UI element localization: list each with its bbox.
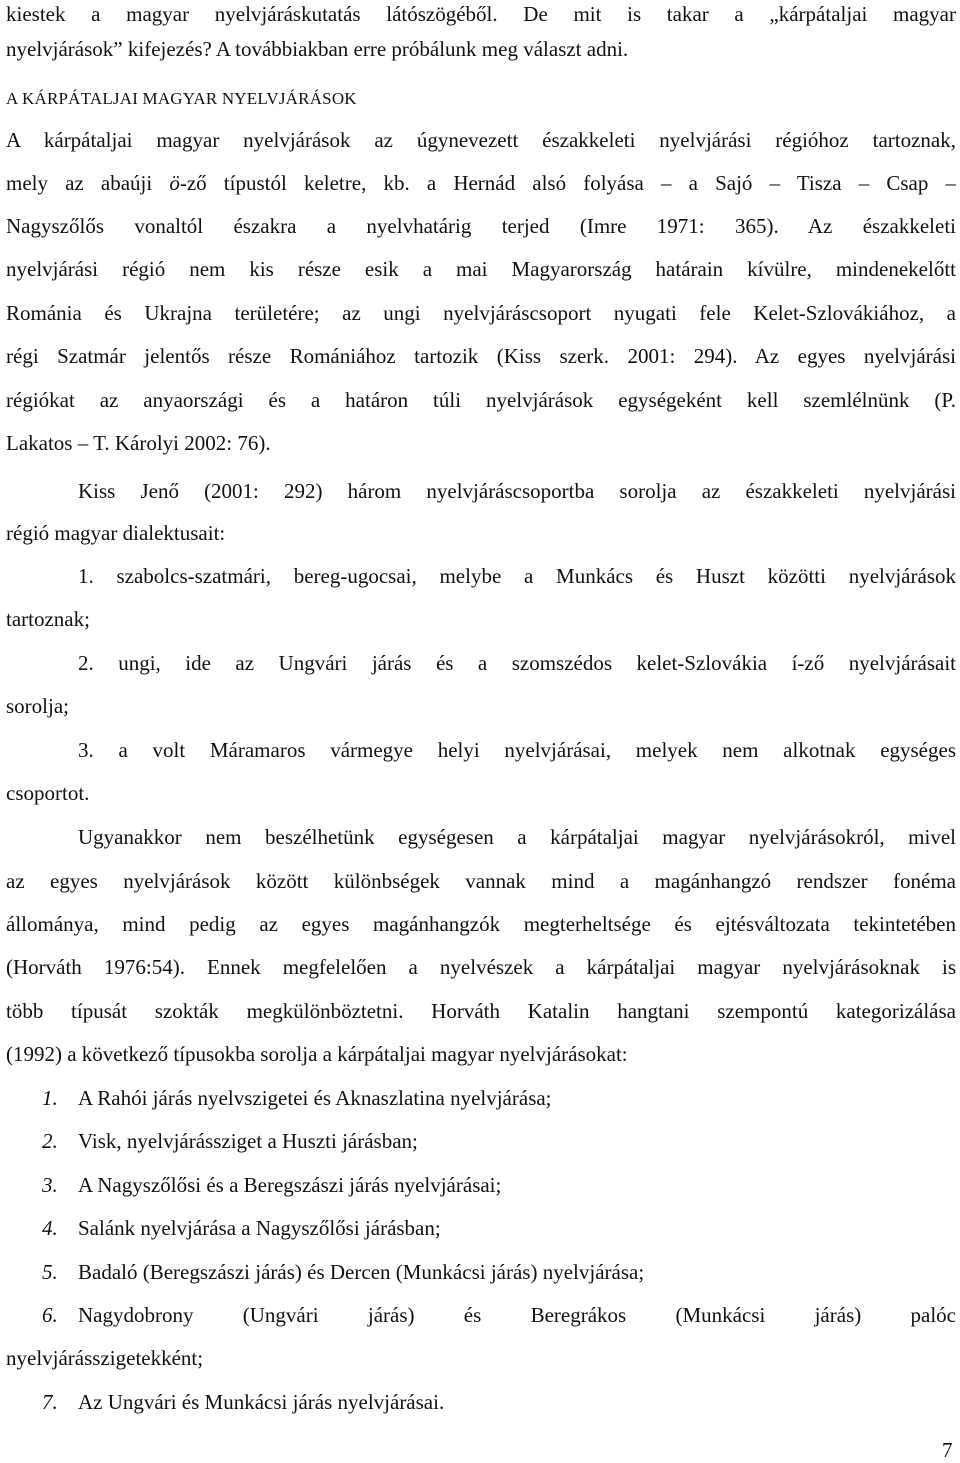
paragraph-line: (1992) a következő típusokba sorolja a kárpátaljai magyar nyelvjárásokat: xyxy=(6,1042,628,1066)
list-number: 6. xyxy=(42,1303,58,1327)
list-text: A Rahói járás nyelvszigetei és Aknaszlatina nyelvjárása; xyxy=(78,1086,552,1110)
paragraph-line: sorolja; xyxy=(6,694,69,718)
list-number: 3. xyxy=(42,1173,58,1197)
paragraph-line: Ugyanakkor nem beszélhetünk egységesen a kárpátaljai magyar nyelvjárásokról, mivel xyxy=(78,825,956,849)
list-item-continuation: nyelvjárásszigetekként; xyxy=(6,1346,204,1370)
list-number: 4. xyxy=(42,1216,58,1240)
list-text: Az Ungvári és Munkácsi járás nyelvjárásai. xyxy=(78,1390,445,1414)
paragraph-line: nyelvjárások” kifejezés? A továbbiakban erre próbálunk meg választ adni. xyxy=(6,37,629,61)
section-heading: A KÁRPÁTALJAI MAGYAR NYELVJÁRÁSOK xyxy=(6,89,357,108)
list-number: 7. xyxy=(42,1390,58,1414)
dialect-group-item: 2. ungi, ide az Ungvári járás és a szomszédos kelet-Szlovákia í-ző nyelvjárásait xyxy=(78,651,956,675)
paragraph-line: A kárpátaljai magyar nyelvjárások az úgynevezett északkeleti nyelvjárási régióhoz tartoznak, xyxy=(6,128,956,152)
list-text: Visk, nyelvjárássziget a Huszti járásban; xyxy=(78,1129,418,1153)
paragraph-line: régi Szatmár jelentős része Romániához tartozik (Kiss szerk. 2001: 294). Az egyes nyelvjárási xyxy=(6,344,956,368)
dialect-group-item: 3. a volt Máramaros vármegye helyi nyelvjárásai, melyek nem alkotnak egységes xyxy=(78,738,956,762)
list-number: 1. xyxy=(42,1086,58,1110)
list-number: 2. xyxy=(42,1129,58,1153)
paragraph-line: az egyes nyelvjárások között különbségek vannak mind a magánhangzó rendszer fonéma xyxy=(6,869,956,893)
page-number: 7 xyxy=(942,1438,953,1462)
paragraph-line: régiókat az anyaországi és a határon túli nyelvjárások egységeként kell szemlélnünk (P. xyxy=(6,388,956,412)
paragraph-line: nyelvjárási régió nem kis része esik a mai Magyarország határain kívülre, mindenekelőtt xyxy=(6,257,956,281)
paragraph-line: kiestek a magyar nyelvjáráskutatás látószögéből. De mit is takar a „kárpátaljai magyar xyxy=(6,2,956,26)
list-text: Badaló (Beregszászi járás) és Dercen (Munkácsi járás) nyelvjárása; xyxy=(78,1260,645,1284)
paragraph-line xyxy=(6,168,956,198)
paragraph-line: (Horváth 1976:54). Ennek megfelelően a nyelvészek a kárpátaljai magyar nyelvjárásoknak is xyxy=(6,955,956,979)
list-text: Nagydobrony (Ungvári járás) és Beregrákos (Munkácsi járás) palóc xyxy=(78,1303,956,1327)
text-run: mely az abaúji xyxy=(6,171,170,195)
paragraph-line: Kiss Jenő (2001: 292) három nyelvjáráscsoportba sorolja az északkeleti nyelvjárási xyxy=(78,479,956,503)
paragraph-line: több típusát szokták megkülönböztetni. Horváth Katalin hangtani szempontú kategorizálása xyxy=(6,999,956,1023)
paragraph-line: csoportot. xyxy=(6,781,90,805)
paragraph-line: Lakatos – T. Károlyi 2002: 76). xyxy=(6,431,271,455)
list-text: Salánk nyelvjárása a Nagyszőlősi járásban; xyxy=(78,1216,441,1240)
italic-text-run: ö xyxy=(169,171,180,195)
paragraph-line: Nagyszőlős vonaltól északra a nyelvhatárig terjed (Imre 1971: 365). Az északkeleti xyxy=(6,214,956,238)
paragraph-line: régió magyar dialektusait: xyxy=(6,521,226,545)
dialect-group-item: 1. szabolcs-szatmári, bereg-ugocsai, melybe a Munkács és Huszt közötti nyelvjárások xyxy=(78,564,956,588)
paragraph-line: állománya, mind pedig az egyes magánhangzók megterheltsége és ejtésváltozata tekintetében xyxy=(6,912,956,936)
paragraph-line: Románia és Ukrajna területére; az ungi nyelvjáráscsoport nyugati fele Kelet-Szlovákiához, a xyxy=(6,301,956,325)
paragraph-line: tartoznak; xyxy=(6,607,90,631)
list-number: 5. xyxy=(42,1260,58,1284)
list-text: A Nagyszőlősi és a Beregszászi járás nyelvjárásai; xyxy=(78,1173,502,1197)
text-run: -ző típustól keletre, kb. a Hernád alsó folyása – a Sajó – Tisza – Csap – xyxy=(179,171,956,195)
